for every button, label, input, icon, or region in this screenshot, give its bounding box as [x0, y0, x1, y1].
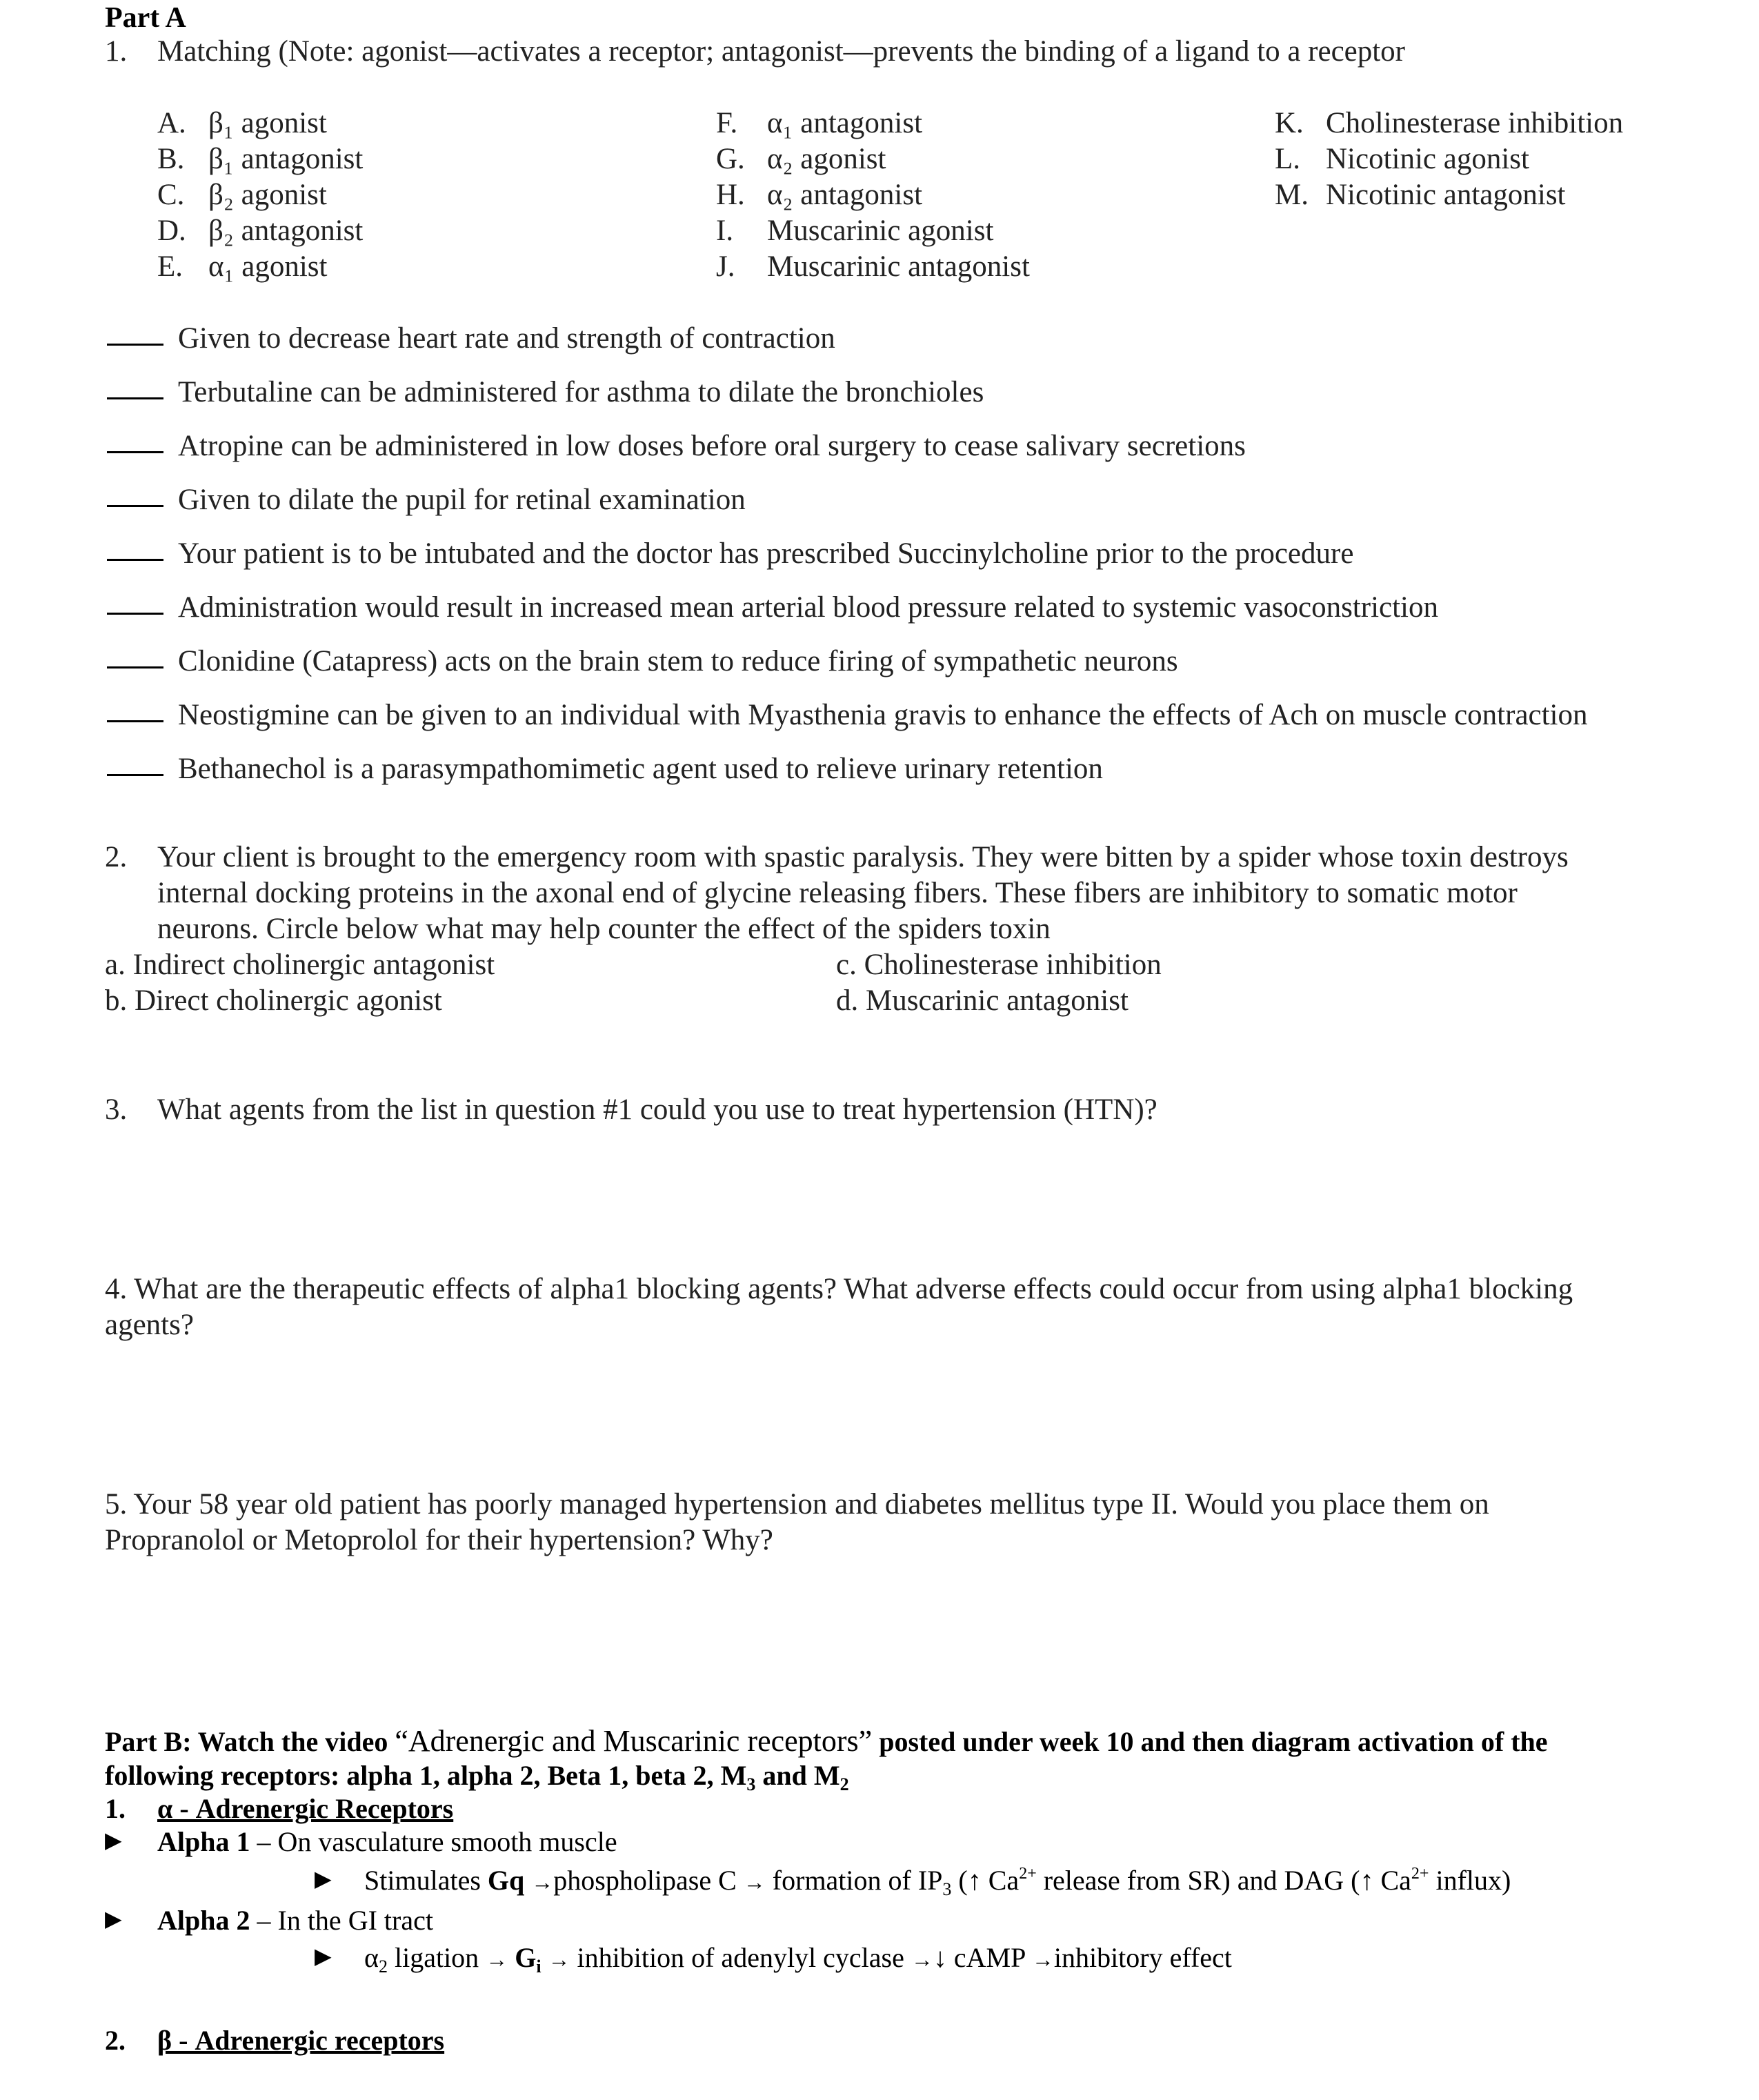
option-text: β₂ antagonist: [208, 215, 364, 247]
option-letter: E.: [157, 250, 183, 283]
subscript: 3: [746, 1774, 756, 1794]
right-arrow-icon: →: [1031, 1947, 1054, 1972]
option-text: Nicotinic agonist: [1326, 143, 1529, 175]
q2-choice-c[interactable]: c. Cholinesterase inhibition: [836, 949, 1162, 981]
answer-blank[interactable]: [107, 534, 163, 564]
video-title: “Adrenergic and Muscarinic receptors”: [395, 1724, 873, 1758]
option-letter: I.: [716, 215, 734, 247]
matching-item: Administration would result in increased mean arterial blood pressure related to systemic vasoconstriction: [178, 591, 1438, 624]
superscript: 2+: [1411, 1865, 1429, 1883]
detail-text: ↓ cAMP: [933, 1942, 1032, 1973]
right-arrow-icon: →: [911, 1947, 933, 1972]
option-text: α₁ antagonist: [767, 107, 923, 139]
answer-blank[interactable]: [107, 695, 163, 726]
answer-blank[interactable]: [107, 319, 163, 349]
detail-text: influx): [1429, 1865, 1511, 1896]
matching-item: Bethanechol is a parasympathomimetic agent used to relieve urinary retention: [178, 753, 1103, 785]
alpha2-label: Alpha 2: [157, 1905, 250, 1936]
detail-text: ligation: [387, 1942, 486, 1973]
answer-blank[interactable]: [107, 426, 163, 457]
right-arrow-icon: →: [486, 1947, 508, 1972]
detail-text: α: [364, 1942, 379, 1973]
alpha1-line: [157, 1825, 617, 1858]
detail-text: (↑ Ca: [951, 1865, 1020, 1896]
option-text: Muscarinic antagonist: [767, 250, 1030, 283]
right-arrow-icon: →: [531, 1870, 554, 1894]
option-letter: G.: [716, 143, 745, 175]
part-b-intro-line1: [105, 1723, 1548, 1759]
right-arrow-icon: →: [548, 1947, 570, 1972]
bullet-icon: ▶: [105, 1906, 122, 1931]
q3-number: 3.: [105, 1093, 128, 1126]
matching-item: Terbutaline can be administered for asthma to dilate the bronchioles: [178, 376, 984, 408]
alpha2-detail: [364, 1941, 1232, 1977]
option-letter: J.: [716, 250, 735, 283]
part-b-intro-line2: [105, 1759, 849, 1795]
matching-item: Atropine can be administered in low doses before oral surgery to cease salivary secretions: [178, 430, 1246, 462]
option-letter: D.: [157, 215, 186, 247]
gq-protein: Gq: [487, 1865, 525, 1896]
detail-text: formation of IP: [765, 1865, 943, 1896]
detail-text: inhibitory effect: [1053, 1942, 1232, 1973]
bullet-icon: ▶: [105, 1827, 122, 1852]
part-b-intro-bold: Part B: Watch the video: [105, 1726, 395, 1757]
option-text: β₂ agonist: [208, 179, 327, 211]
q1-prompt: Matching (Note: agonist—activates a receptor; antagonist—prevents the binding of a ligand to a receptor: [157, 35, 1406, 68]
q2-line: Your client is brought to the emergency room with spastic paralysis. They were bitten by a spider whose toxin destroys: [157, 841, 1569, 873]
answer-blank[interactable]: [107, 480, 163, 511]
option-letter: H.: [716, 179, 745, 211]
superscript: 2+: [1019, 1865, 1037, 1883]
q2-choice-a[interactable]: a. Indirect cholinergic antagonist: [105, 949, 495, 981]
subscript: 2: [839, 1774, 849, 1794]
alpha1-desc: – On vasculature smooth muscle: [250, 1826, 617, 1857]
answer-blank[interactable]: [107, 588, 163, 618]
option-letter: A.: [157, 107, 186, 139]
matching-item: Clonidine (Catapress) acts on the brain stem to reduce firing of sympathetic neurons: [178, 645, 1178, 677]
option-letter: M.: [1275, 179, 1309, 211]
option-text: β₁ antagonist: [208, 143, 364, 175]
section-1-title: α - Adrenergic Receptors: [157, 1793, 454, 1824]
part-b-intro-bold-tail: posted under week 10 and then diagram activation of the: [872, 1726, 1548, 1757]
answer-blank[interactable]: [107, 373, 163, 403]
part-a-heading: Part A: [105, 2, 186, 34]
detail-text: Stimulates: [364, 1865, 488, 1896]
option-text: Muscarinic agonist: [767, 215, 994, 247]
matching-item: Your patient is to be intubated and the doctor has prescribed Succinylcholine prior to the procedure: [178, 537, 1354, 570]
intro-text: following receptors: alpha 1, alpha 2, Beta 1, beta 2, M: [105, 1760, 747, 1791]
q2-choice-b[interactable]: b. Direct cholinergic agonist: [105, 984, 442, 1017]
right-arrow-icon: →: [743, 1870, 766, 1894]
section-1-number: 1.: [105, 1793, 126, 1824]
alpha2-line: [157, 1904, 433, 1936]
option-letter: B.: [157, 143, 185, 175]
option-letter: K.: [1275, 107, 1304, 139]
matching-item: Given to decrease heart rate and strength of contraction: [178, 322, 835, 355]
bullet-icon: ▶: [315, 1866, 332, 1891]
intro-text: and M: [755, 1760, 840, 1791]
subscript: i: [536, 1957, 541, 1977]
q4-line1: 4. What are the therapeutic effects of alpha1 blocking agents? What adverse effects could occur from using alpha1 blocking: [105, 1273, 1573, 1305]
section-2-number: 2.: [105, 2025, 126, 2056]
subscript: 2: [378, 1957, 388, 1977]
section-2-title: β - Adrenergic receptors: [157, 2025, 445, 2056]
q5-line2: Propranolol or Metoprolol for their hypertension? Why?: [105, 1524, 773, 1556]
subscript: 3: [942, 1879, 952, 1899]
gi-protein: G: [515, 1942, 537, 1973]
q1-number: 1.: [105, 35, 128, 68]
detail-text: release from SR) and DAG (↑ Ca: [1036, 1865, 1411, 1896]
q2-line: internal docking proteins in the axonal end of glycine releasing fibers. These fibers are inhibitory to somatic motor: [157, 877, 1518, 909]
alpha1-detail: [364, 1864, 1511, 1900]
q3-text: What agents from the list in question #1 could you use to treat hypertension (HTN)?: [157, 1093, 1157, 1126]
answer-blank[interactable]: [107, 642, 163, 672]
option-letter: L.: [1275, 143, 1301, 175]
detail-text: inhibition of adenylyl cyclase: [570, 1942, 911, 1973]
q4-line2: agents?: [105, 1309, 194, 1341]
matching-item: Given to dilate the pupil for retinal examination: [178, 484, 746, 516]
alpha2-desc: – In the GI tract: [250, 1905, 433, 1936]
detail-text: phospholipase C: [553, 1865, 744, 1896]
q2-number: 2.: [105, 841, 128, 873]
option-text: Cholinesterase inhibition: [1326, 107, 1624, 139]
q2-line: neurons. Circle below what may help counter the effect of the spiders toxin: [157, 913, 1051, 945]
option-letter: F.: [716, 107, 738, 139]
bullet-icon: ▶: [315, 1943, 332, 1968]
q2-choice-d[interactable]: d. Muscarinic antagonist: [836, 984, 1129, 1017]
option-text: β₁ agonist: [208, 107, 327, 139]
q5-line1: 5. Your 58 year old patient has poorly managed hypertension and diabetes mellitus type II. Would you place them on: [105, 1488, 1489, 1520]
option-text: α₂ antagonist: [767, 179, 923, 211]
option-text: α₁ agonist: [208, 250, 328, 283]
option-letter: C.: [157, 179, 185, 211]
answer-blank[interactable]: [107, 749, 163, 780]
alpha1-label: Alpha 1: [157, 1826, 250, 1857]
option-text: Nicotinic antagonist: [1326, 179, 1566, 211]
matching-item: Neostigmine can be given to an individual with Myasthenia gravis to enhance the effects of Ach on muscle contraction: [178, 699, 1588, 731]
option-text: α₂ agonist: [767, 143, 886, 175]
